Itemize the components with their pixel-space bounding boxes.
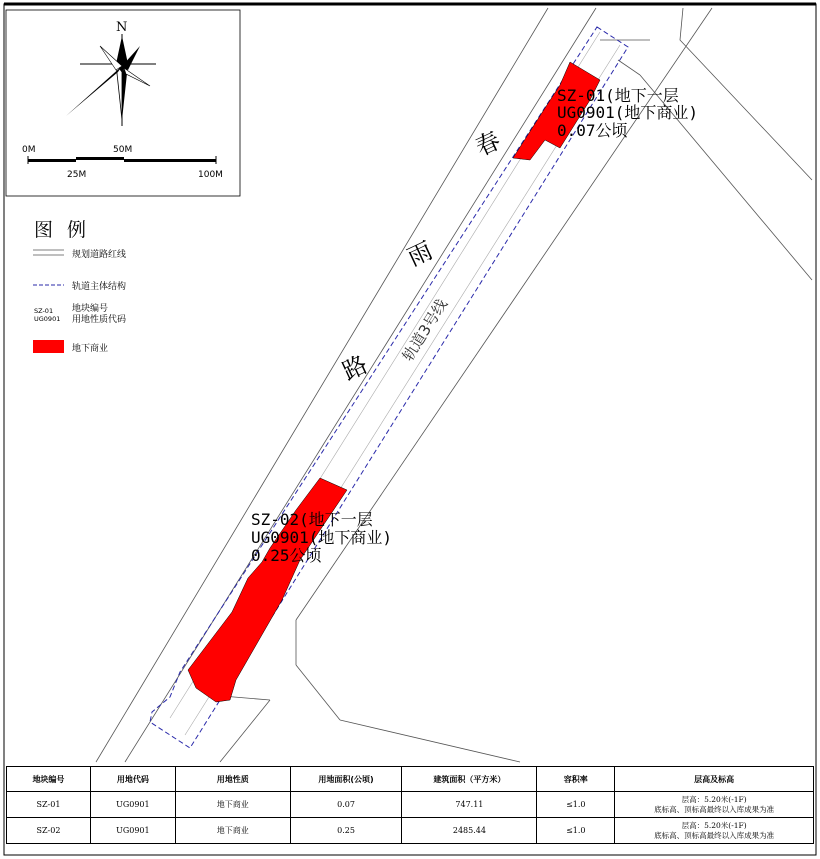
parcel-2-use: UG0901(地下商业)	[251, 528, 393, 547]
col-header: 层高及标高	[615, 767, 814, 792]
road-char-1: 春	[471, 126, 505, 162]
cell-height: 层高：5.20米(-1F) 底标高、顶标高最终以入库成果为准	[615, 792, 814, 818]
cell: SZ-02	[7, 818, 91, 844]
col-header: 用地面积(公顷)	[290, 767, 402, 792]
legend-commercial	[34, 341, 108, 354]
cell: 747.11	[402, 792, 537, 818]
road-lower-left-2	[220, 700, 270, 762]
legend-rail	[34, 279, 126, 292]
cell: 地下商业	[175, 792, 290, 818]
scale-label-100: 100M	[198, 170, 223, 180]
cell: UG0901	[90, 818, 175, 844]
table-row	[7, 792, 814, 818]
cell: UG0901	[90, 792, 175, 818]
col-header: 用地性质	[175, 767, 290, 792]
scale-label-25: 25M	[67, 170, 87, 180]
cell: 地下商业	[175, 818, 290, 844]
cell: ≤1.0	[537, 818, 615, 844]
parcel-2-code: SZ-02(地下一层	[251, 510, 373, 529]
road-right-curb-2	[296, 665, 340, 720]
col-header: 容积率	[537, 767, 615, 792]
cell: 0.25	[290, 818, 402, 844]
cross-street-link	[618, 60, 640, 75]
legend-road-label: 规划道路红线	[72, 250, 127, 260]
col-header: 用地代码	[90, 767, 175, 792]
scale-label-50: 50M	[113, 145, 133, 155]
parcel-label-sz-02	[251, 510, 392, 565]
legend-code-label: 地块编号 用地性质代码	[72, 304, 127, 325]
cell: SZ-01	[7, 792, 91, 818]
cross-street-upper	[680, 8, 812, 180]
parcel-label-sz-01	[557, 86, 698, 140]
parcel-table	[6, 766, 814, 844]
legend-title: 图 例	[34, 219, 91, 241]
cell: ≤1.0	[537, 792, 615, 818]
scale-label-0: 0M	[22, 145, 36, 155]
cell-height: 层高：5.20米(-1F) 底标高、顶标高最终以入库成果为准	[615, 818, 814, 844]
col-header: 建筑面积（平方米）	[402, 767, 537, 792]
cell: 0.07	[290, 792, 402, 818]
table-row	[7, 818, 814, 844]
cell: 2485.44	[402, 818, 537, 844]
road-char-2: 雨	[403, 236, 437, 272]
legend-road	[34, 247, 126, 260]
parcel-1-use: UG0901(地下商业)	[557, 103, 699, 122]
road-char-3: 路	[338, 350, 372, 386]
parcel-1-code: SZ-01(地下一层	[557, 86, 679, 105]
north-label: N	[116, 20, 128, 35]
col-header: 地块编号	[7, 767, 91, 792]
parcel-2-area: 0.25公顷	[251, 546, 322, 565]
road-right-curb-3	[340, 720, 520, 762]
legend-commercial-label: 地下商业	[72, 344, 109, 354]
rail-line-label: 轨道3号线	[398, 295, 452, 365]
legend-rail-label: 轨道主体结构	[72, 282, 127, 292]
parcel-1-area: 0.07公顷	[557, 121, 628, 140]
legend-code-sample: SZ-01 UG0901	[34, 307, 61, 323]
table-header-row	[7, 767, 814, 792]
legend-code	[34, 304, 126, 326]
